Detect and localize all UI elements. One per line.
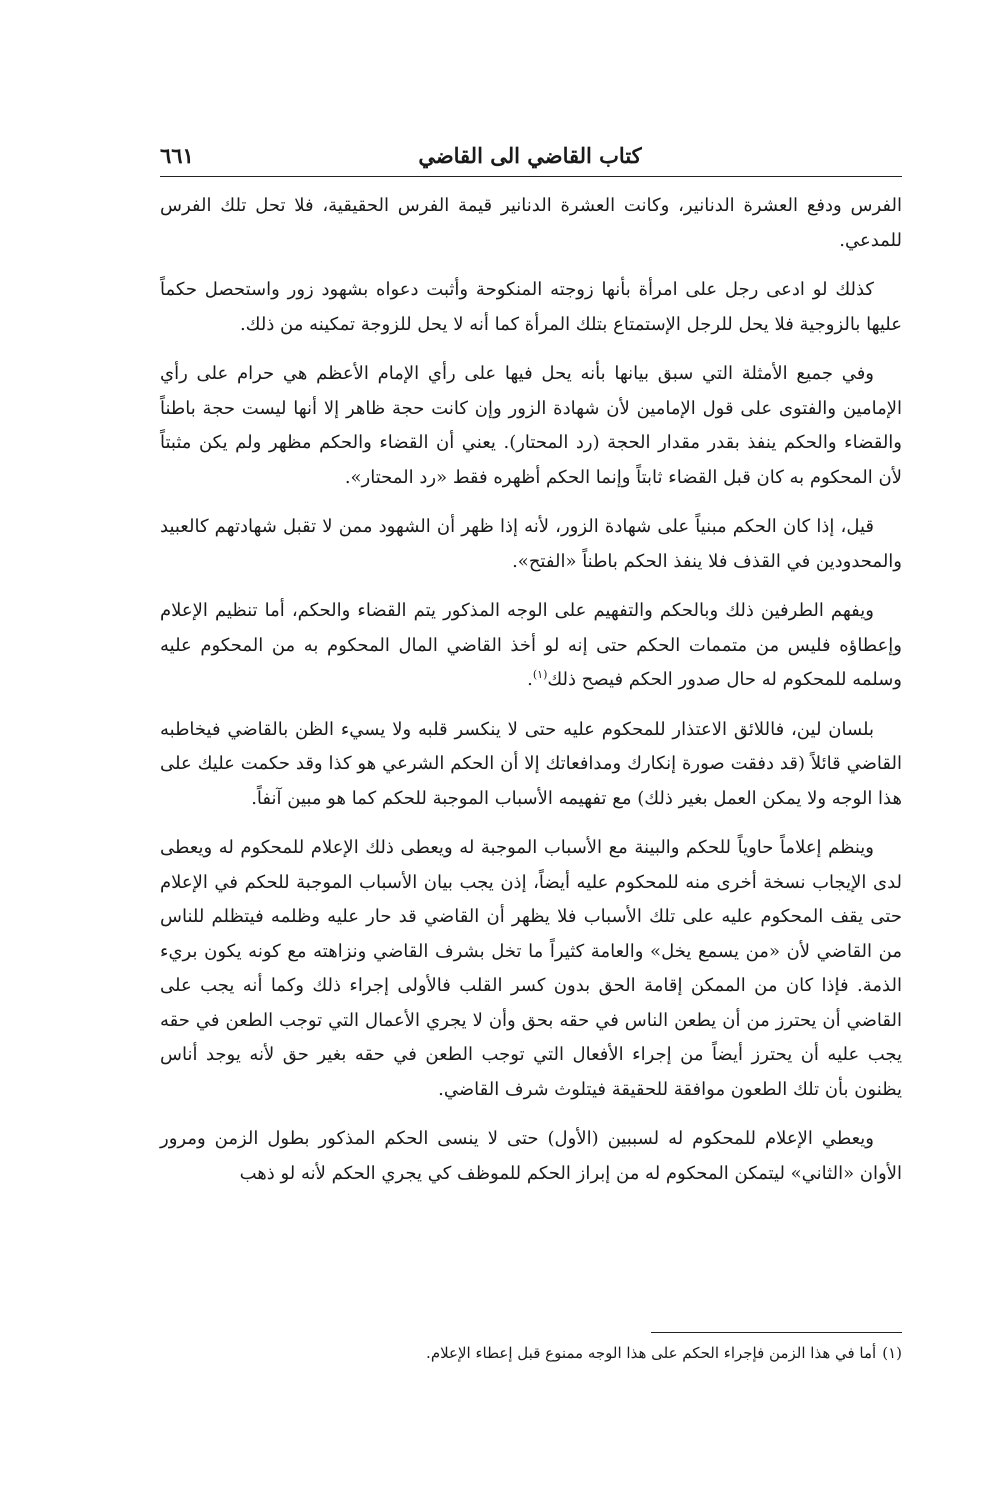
footnote-text: أما في هذا الزمن فإجراء الحكم على هذا الوجه ممنوع قبل إعطاء الإعلام. — [426, 1344, 877, 1362]
paragraph-2: كذلك لو ادعى رجل على امرأة بأنها زوجته المنكوحة وأثبت دعواه بشهود زور واستحصل حكماً عليها بالزوجية فلا يحل للرجل الإستمتاع بتلك المرأة كما أنه لا يحل للزوجة تمكينه من ذلك. — [160, 279, 902, 335]
footnote-reference: (١) — [532, 668, 548, 681]
running-header — [160, 138, 900, 174]
body-text — [160, 189, 902, 1206]
footnote-rule — [651, 1332, 902, 1333]
footnote-number: (١) — [882, 1344, 902, 1362]
page-number: ٦٦١ — [160, 143, 194, 168]
paragraph-5-text: ويفهم الطرفين ذلك وبالحكم والتفهيم على الوجه المذكور يتم القضاء والحكم، أما تنظيم الإعلام وإعطاؤه فليس من متممات الحكم حتى إنه لو أخذ القاضي المال المحكوم به من المحكوم عليه وسلمه للمحكوم له حال صدور الحكم فيصح ذلك — [160, 600, 902, 690]
footnote — [160, 1338, 902, 1368]
paragraph-7: وينظم إعلاماً حاوياً للحكم والبينة مع الأسباب الموجبة له ويعطى ذلك الإعلام للمحكوم له ويعطى لدى الإيجاب نسخة أخرى منه للمحكوم عليه أيضاً، إذن يجب بيان الأسباب الموجبة للحكم في الإعلام حتى يقف المحكوم عليه على تلك الأسباب فلا يظهر أن القاضي قد حار عليه وظلمه فيتظلم للناس من القاضي لأن «من يسمع يخل» والعامة كثيراً ما تخل بشرف القاضي ونزاهته مع كونه يكون بريء الذمة. فإذا كان من الممكن إقامة الحق بدون كسر القلب فالأولى إجراء ذلك وكما أنه يجب على القاضي أن يحترز من أن يطعن الناس في حقه بحق وأن لا يجري الأعمال التي توجب الطعن في حقه يجب عليه أن يحترز أيضاً من إجراء الأفعال التي توجب الطعن في حقه بغير حق لأنه يوجد أناس يظنون بأن تلك الطعون موافقة للحقيقة فيتلوث شرف القاضي. — [160, 837, 902, 1100]
paragraph-1: الفرس ودفع العشرة الدنانير، وكانت العشرة الدنانير قيمة الفرس الحقيقية، فلا تحل تلك الفرس للمدعي. — [160, 195, 902, 251]
paragraph-6: بلسان لين، فاللائق الاعتذار للمحكوم عليه حتى لا ينكسر قلبه ولا يسيء الظن بالقاضي فيخاطبه القاضي قائلاً (قد دفقت صورة إنكارك ومدافعاتك إلا أن الحكم الشرعي هو كذا وقد حكمت عليك على هذا الوجه ولا يمكن العمل بغير ذلك) مع تفهيمه الأسباب الموجبة للحكم كما هو مبين آنفاً. — [160, 718, 902, 809]
paragraph-3: وفي جميع الأمثلة التي سبق بيانها بأنه يحل فيها على رأي الإمام الأعظم هي حرام على رأي الإمامين والفتوى على قول الإمامين لأن شهادة الزور وإن كانت حجة ظاهر إلا أنها ليست حجة باطناً والقضاء والحكم ينفذ بقدر مقدار الحجة (رد المحتار). يعني أن القضاء والحكم مظهر ولم يكن مثبتاً لأن المحكوم به كان قبل القضاء ثابتاً وإنما الحكم أظهره فقط «رد المحتار». — [160, 363, 902, 488]
paragraph-5 — [160, 594, 902, 698]
paragraph-8: ويعطي الإعلام للمحكوم له لسببين (الأول) حتى لا ينسى الحكم المذكور بطول الزمن ومرور الأوان «الثاني» ليتمكن المحكوم له من إبراز الحكم للموظف كي يجري الحكم لأنه لو ذهب — [160, 1128, 902, 1184]
running-header-title: كتاب القاضي الى القاضي — [418, 143, 642, 168]
paragraph-5-end: . — [527, 669, 533, 690]
header-rule — [160, 176, 902, 177]
paragraph-4: قيل، إذا كان الحكم مبنياً على شهادة الزور، لأنه إذا ظهر أن الشهود ممن لا تقبل شهادتهم كالعبيد والمحدودين في القذف فلا ينفذ الحكم باطناً «الفتح». — [160, 516, 902, 572]
